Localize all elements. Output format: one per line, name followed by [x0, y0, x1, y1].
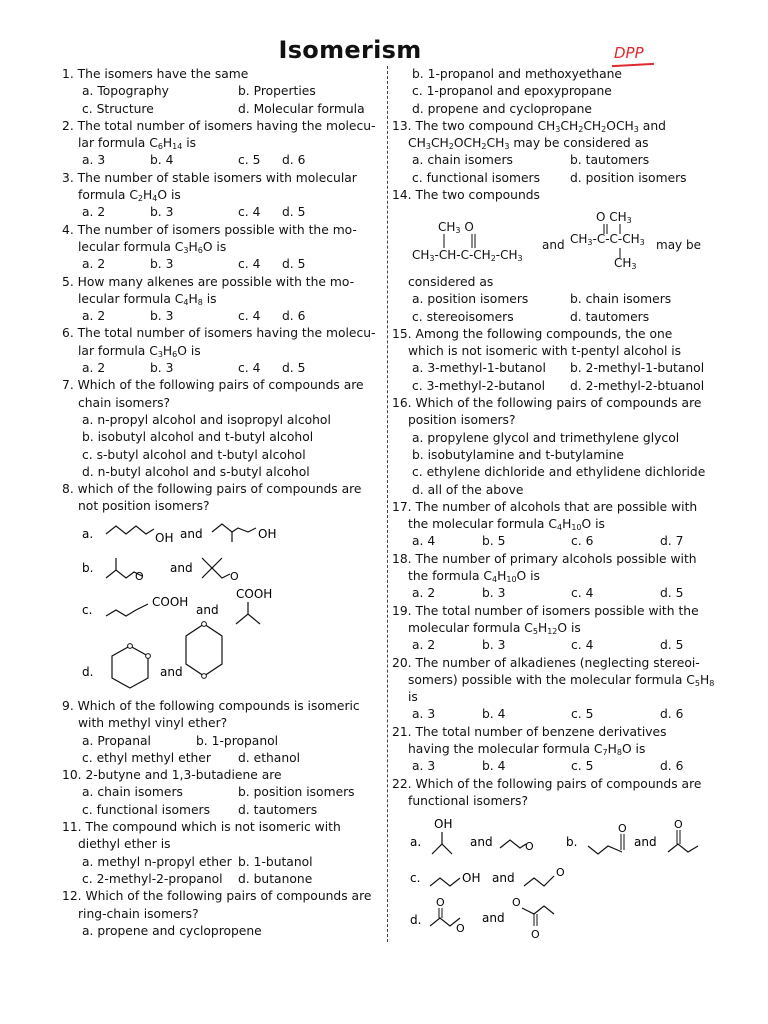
question-text: b. isobutyl alcohol and t-butyl alcohol — [82, 430, 314, 445]
option-row — [62, 308, 372, 325]
question-text: is — [408, 690, 418, 705]
option: d. 2-methyl-2-btuanol — [570, 378, 705, 393]
question-text: formula $C_2H_4O$ is — [78, 188, 181, 204]
q8-d-label: d. — [82, 665, 94, 679]
q14-left-top: $CH_3$ O — [438, 220, 474, 235]
q14-structures — [408, 204, 728, 276]
question-text: chain isomers? — [78, 395, 171, 410]
option: a. 3 — [412, 759, 436, 774]
option: d. 6 — [282, 153, 306, 168]
page-title: Isomerism — [278, 36, 422, 64]
question-text: a. propylene glycol and trimethylene glycol — [412, 430, 680, 445]
question-text: $CH_3CH_2OCH_2CH_3$ may be considered as — [408, 136, 649, 152]
q8-c-and: and — [196, 603, 219, 617]
option: a. 2 — [412, 586, 436, 601]
svg-text:OH: OH — [462, 871, 481, 885]
option: d. 6 — [282, 309, 306, 324]
question-text: 15. Among the following compounds, the one — [392, 326, 673, 341]
option-row — [62, 83, 372, 100]
question-line — [62, 715, 372, 732]
option: a. Propanal — [82, 733, 151, 748]
option: a. chain isomers — [82, 785, 183, 800]
option: a. 2 — [82, 309, 106, 324]
question-text: d. propene and cyclopropane — [412, 101, 592, 116]
q14-tail: may be — [656, 238, 701, 252]
option: a. 2 — [82, 205, 106, 220]
option: d. 5 — [282, 257, 306, 272]
right-column — [392, 66, 722, 204]
q14-right-top: O $CH_3$ — [596, 210, 632, 225]
question-text: b. isobutylamine and t-butylamine — [412, 447, 624, 462]
question-text: d. n-butyl alcohol and s-butyl alcohol — [82, 464, 310, 479]
question-line — [62, 377, 372, 394]
q22-b-label: b. — [566, 835, 578, 849]
question-line — [392, 412, 722, 429]
option: c. functional isomers — [412, 170, 541, 185]
question-line — [392, 689, 722, 706]
option: a. 3-methyl-1-butanol — [412, 361, 546, 376]
option-row — [392, 170, 722, 187]
question-line — [62, 836, 372, 853]
question-line — [392, 343, 722, 360]
option-row — [62, 101, 372, 118]
option-row — [392, 533, 722, 550]
q14-left-bottom: $CH_3-CH-C-CH_2-CH_3$ — [412, 248, 523, 263]
option: d. Molecular formula — [238, 101, 365, 116]
option: d. 5 — [660, 638, 684, 653]
option: d. position isomers — [570, 170, 687, 185]
question-text: 11. The compound which is not isomeric with — [62, 820, 341, 835]
question-text: the formula $C_4H_{10}O$ is — [408, 569, 540, 585]
question-text: lar formula $C_6H_{14}$ is — [78, 136, 197, 152]
option: b. 3 — [150, 361, 174, 376]
question-text: a. n-propyl alcohol and isopropyl alcohol — [82, 412, 331, 427]
q8-d-and: and — [160, 665, 183, 679]
question-line — [392, 776, 722, 793]
option: a. Topography — [82, 84, 169, 99]
q22-c-and: and — [492, 871, 515, 885]
option-row — [62, 784, 372, 801]
svg-text:O: O — [230, 570, 239, 583]
option-row — [392, 360, 722, 377]
q8-d-ring1 — [112, 646, 148, 688]
question-line — [392, 395, 722, 412]
left-column-lower — [62, 698, 372, 940]
dpp-tag: DPP — [614, 44, 644, 62]
question-line — [392, 603, 722, 620]
question-line — [392, 568, 722, 585]
column-divider — [387, 66, 389, 942]
q8-c-cooh1: COOH — [152, 595, 189, 609]
option-row — [392, 152, 722, 169]
option: c. stereoisomers — [412, 309, 514, 324]
question-line — [392, 66, 722, 83]
option: b. 3 — [150, 257, 174, 272]
option-row — [62, 750, 372, 767]
option: c. 4 — [238, 361, 261, 376]
question-line — [62, 447, 372, 464]
question-text: 6. The total number of isomers having the molecu- — [62, 326, 376, 341]
question-line — [392, 620, 722, 637]
option: c. ethyl methyl ether — [82, 750, 211, 765]
q8-a-label: a. — [82, 527, 94, 541]
q8-b-and: and — [170, 561, 193, 575]
question-text: lecular formula $C_3H_6O$ is — [78, 239, 227, 255]
option: d. 7 — [660, 534, 684, 549]
question-text: considered as — [408, 275, 494, 289]
question-text: molecular formula $C_5H_{12}O$ is — [408, 620, 581, 636]
option-row — [392, 706, 722, 723]
question-text: 17. The number of alcohols that are possible with — [392, 499, 698, 514]
question-line — [62, 923, 372, 940]
question-text: position isomers? — [408, 413, 516, 428]
question-text: which is not isomeric with t-pentyl alcohol is — [408, 344, 682, 359]
question-text: 1. The isomers have the same — [62, 67, 249, 81]
option: b. 3 — [150, 309, 174, 324]
question-line — [62, 819, 372, 836]
option: d. 5 — [282, 205, 306, 220]
question-line — [62, 291, 372, 308]
q8-a-oh2: OH — [258, 527, 277, 541]
q22-a-and: and — [470, 835, 493, 849]
question-line — [392, 464, 722, 481]
question-line — [62, 767, 372, 784]
question-text: 22. Which of the following pairs of compounds are — [392, 776, 702, 791]
question-line — [392, 326, 722, 343]
question-line — [62, 274, 372, 291]
question-text: 2. The total number of isomers having the molecu- — [62, 118, 376, 133]
question-text: 21. The total number of benzene derivatives — [392, 724, 667, 739]
option: a. position isomers — [412, 292, 529, 307]
option: b. 3 — [482, 638, 506, 653]
option: b. 2-methyl-1-butanol — [570, 361, 705, 376]
option: c. 6 — [571, 534, 594, 549]
question-text: having the molecular formula $C_7H_8O$ is — [408, 742, 646, 758]
option: a. 3 — [82, 153, 106, 168]
question-line — [62, 906, 372, 923]
question-text: ring-chain isomers? — [78, 906, 199, 921]
option: b. 3 — [150, 205, 174, 220]
question-line — [62, 118, 376, 135]
q8-a-and: and — [180, 527, 203, 541]
option: d. tautomers — [570, 309, 650, 324]
option-row — [392, 637, 722, 654]
question-text: 20. The number of alkadienes (neglecting stereoi- — [392, 655, 700, 670]
question-text: 10. 2-butyne and 1,3-butadiene are — [62, 768, 282, 783]
q14-right-mid: $CH_3-C-C-CH_3$ — [570, 232, 645, 247]
option-row — [62, 204, 372, 221]
q8-a-right-chain — [212, 524, 256, 532]
svg-text:O: O — [456, 922, 465, 935]
q22-d-label: d. — [410, 913, 422, 927]
option-row — [62, 871, 372, 888]
option: d. butanone — [238, 871, 313, 886]
option: c. 2-methyl-2-propanol — [82, 871, 223, 886]
question-line — [62, 888, 372, 905]
question-line — [392, 274, 722, 291]
option: d. 6 — [660, 707, 684, 722]
right-column-lower — [392, 274, 722, 810]
question-line — [392, 101, 722, 118]
svg-text:O: O — [556, 866, 565, 879]
question-text: diethyl ether is — [78, 837, 171, 852]
question-line — [62, 412, 372, 429]
question-text: 9. Which of the following compounds is isomeric — [62, 699, 360, 713]
question-text: the molecular formula $C_4H_{10}O$ is — [408, 517, 605, 533]
option-row — [392, 291, 722, 308]
q8-structures-svg — [62, 520, 382, 700]
question-line — [62, 698, 372, 715]
question-line — [392, 551, 722, 568]
option: b. 1-butanol — [238, 854, 313, 869]
question-text: 12. Which of the following pairs of compounds are — [62, 889, 372, 904]
question-line — [62, 481, 372, 498]
question-text: c. ethylene dichloride and ethylidene dichloride — [412, 465, 706, 480]
question-line — [392, 187, 722, 204]
svg-text:OH: OH — [434, 817, 453, 831]
question-text: 16. Which of the following pairs of compounds are — [392, 396, 702, 411]
question-line — [392, 135, 722, 152]
option-row — [62, 360, 372, 377]
question-line — [62, 222, 372, 239]
option: d. 5 — [282, 361, 306, 376]
option: d. ethanol — [238, 750, 301, 765]
question-text: 4. The number of isomers possible with the mo- — [62, 222, 357, 237]
option: c. 5 — [571, 759, 594, 774]
option: b. 4 — [482, 759, 506, 774]
option: c. 5 — [571, 707, 594, 722]
q22-c-label: c. — [410, 871, 421, 885]
question-line — [62, 343, 372, 360]
option: c. 3-methyl-2-butanol — [412, 378, 546, 393]
question-text: 14. The two compounds — [392, 188, 540, 203]
option: b. 3 — [482, 586, 506, 601]
question-line — [392, 482, 722, 499]
option: c. Structure — [82, 101, 154, 116]
option-row — [62, 733, 372, 750]
question-line — [392, 499, 722, 516]
svg-text:O: O — [618, 822, 627, 835]
question-text: c. s-butyl alcohol and t-butyl alcohol — [82, 447, 306, 462]
question-text: 7. Which of the following pairs of compounds are — [62, 378, 364, 393]
question-line — [62, 498, 372, 515]
question-text: lecular formula $C_4H_8$ is — [78, 291, 217, 307]
question-line — [62, 135, 372, 152]
q8-a-left-chain — [106, 526, 154, 534]
option-row — [392, 758, 722, 775]
question-text: c. 1-propanol and epoxypropane — [412, 84, 612, 99]
option: a. 2 — [412, 638, 436, 653]
q22-a-label: a. — [410, 835, 422, 849]
question-text: 13. The two compound $CH_3CH_2CH_2OCH_3$ and — [392, 118, 666, 134]
option: b. 5 — [482, 534, 506, 549]
svg-text:O: O — [135, 570, 144, 583]
left-column — [62, 66, 376, 516]
q22-d-and: and — [482, 911, 505, 925]
question-text: functional isomers? — [408, 793, 528, 808]
option: a. 3 — [412, 707, 436, 722]
option: b. chain isomers — [570, 292, 672, 307]
svg-text:O: O — [674, 818, 683, 831]
q8-a-oh1: OH — [155, 531, 174, 545]
question-line — [62, 429, 372, 446]
question-line — [392, 447, 722, 464]
option: d. 5 — [660, 586, 684, 601]
question-line — [392, 430, 722, 447]
option: b. tautomers — [570, 153, 650, 168]
question-line — [62, 187, 372, 204]
option: a. chain isomers — [412, 153, 513, 168]
question-line — [62, 66, 372, 83]
option: a. 2 — [82, 257, 106, 272]
question-line — [392, 741, 722, 758]
option-row — [392, 378, 722, 395]
q8-c-cooh2: COOH — [236, 587, 273, 601]
option: c. 4 — [238, 309, 261, 324]
question-text: somers) possible with the molecular formula $C_5H_8$ — [408, 672, 715, 688]
question-line — [62, 395, 372, 412]
question-line — [392, 83, 722, 100]
question-text: 8. which of the following pairs of compounds are — [62, 482, 362, 497]
question-text: 3. The number of stable isomers with molecular — [62, 170, 357, 185]
question-line — [62, 464, 372, 481]
question-text: d. all of the above — [412, 482, 524, 497]
option: c. 4 — [571, 638, 594, 653]
option: b. 4 — [150, 153, 174, 168]
option: b. 1-propanol — [196, 733, 279, 748]
q8-c-label: c. — [82, 603, 93, 617]
option-row — [392, 309, 722, 326]
question-text: b. 1-propanol and methoxyethane — [412, 67, 622, 81]
q22-b-and: and — [634, 835, 657, 849]
option-row — [62, 854, 372, 871]
question-text: 18. The number of primary alcohols possible with — [392, 551, 697, 566]
q14-right-bottom: $CH_3$ — [614, 256, 637, 271]
option-row — [62, 256, 372, 273]
svg-text:O: O — [531, 928, 540, 941]
option: a. 2 — [82, 361, 106, 376]
option: b. position isomers — [238, 785, 355, 800]
question-line — [392, 118, 722, 135]
svg-text:O: O — [525, 840, 534, 853]
question-line — [392, 724, 722, 741]
svg-text:O: O — [512, 896, 521, 909]
question-line — [392, 672, 722, 689]
option: b. 4 — [482, 707, 506, 722]
question-text: lar formula $C_3H_6O$ is — [78, 343, 201, 359]
option: c. 4 — [238, 257, 261, 272]
option-row — [62, 152, 372, 169]
option: d. 6 — [660, 759, 684, 774]
option: d. tautomers — [238, 802, 318, 817]
question-line — [62, 239, 372, 256]
question-line — [392, 655, 722, 672]
option: a. 4 — [412, 534, 436, 549]
question-text: not position isomers? — [78, 499, 210, 514]
option: c. functional isomers — [82, 802, 211, 817]
question-text: 5. How many alkenes are possible with the mo- — [62, 274, 355, 289]
q8-b-right — [202, 558, 222, 568]
question-text: 19. The total number of isomers possible with the — [392, 603, 699, 618]
question-text: with methyl vinyl ether? — [78, 716, 228, 731]
q22-structures — [408, 814, 728, 944]
question-line — [62, 170, 372, 187]
option-row — [392, 585, 722, 602]
option: a. methyl n-propyl ether — [82, 854, 232, 869]
option: c. 4 — [571, 586, 594, 601]
question-text: a. propene and cyclopropene — [82, 923, 262, 938]
option: c. 5 — [238, 153, 261, 168]
question-line — [392, 516, 722, 533]
svg-text:O: O — [436, 896, 445, 909]
question-line — [62, 325, 376, 342]
q8-c-left — [106, 604, 148, 616]
q8-b-label: b. — [82, 561, 94, 575]
option-row — [62, 802, 372, 819]
q8-d-ring2 — [186, 624, 222, 676]
q22-structures-svg — [408, 814, 728, 944]
question-line — [392, 793, 722, 810]
option: b. Properties — [238, 84, 316, 99]
q8-structures — [62, 520, 382, 700]
option: c. 4 — [238, 205, 261, 220]
q14-and: and — [542, 238, 565, 252]
